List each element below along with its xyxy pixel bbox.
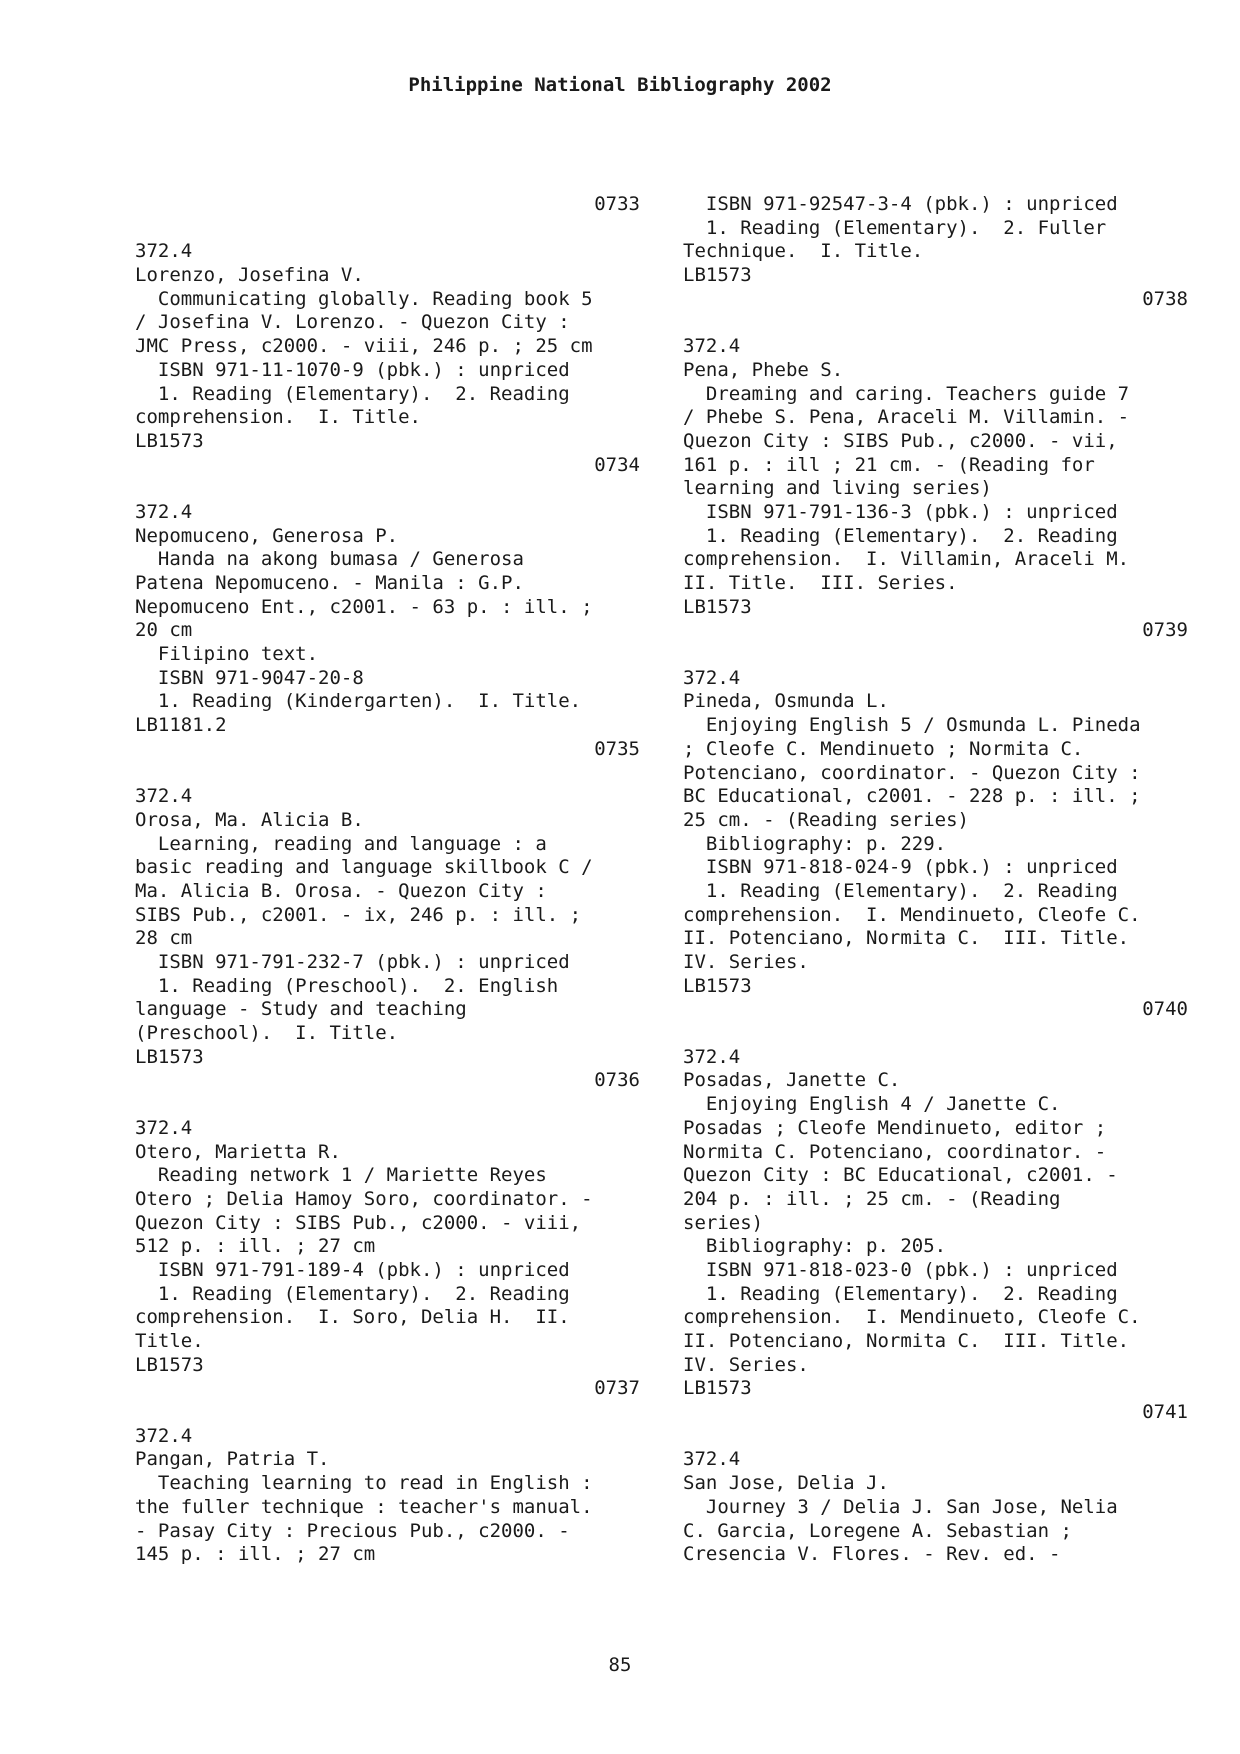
entry-line: 1. Reading (Preschool). 2. English [135,974,559,997]
right-column [683,193,1188,1567]
entry-line: comprehension. I. Mendinueto, Cleofe C. [683,903,1141,926]
entry-line: 145 p. : ill. ; 27 cm [135,1543,376,1566]
blank-line [683,311,1188,335]
entry-line: II. Title. III. Series. [683,572,958,594]
entry-line: ISBN 971-791-189-4 (pbk.) : unpriced [135,1258,570,1281]
entry-line: Posadas, Janette C. [683,1069,901,1092]
entry-number: 0737 [594,1377,640,1400]
entry-number: 0740 [1142,998,1188,1021]
page-number: 85 [608,1654,632,1676]
entry-line: 372.4 [135,1116,193,1139]
entry-line: Potenciano, coordinator. - Quezon City : [683,761,1141,784]
entry-line: Quezon City : BC Educational, c2001. - [683,1164,1118,1187]
entry-line: ISBN 971-818-024-9 (pbk.) : unpriced [683,856,1118,879]
entry-line: ISBN 971-818-023-0 (pbk.) : unpriced [683,1258,1118,1281]
blank-line [683,1425,1188,1449]
entry-line: 1. Reading (Kindergarten). I. Title. [135,690,582,713]
entry-line: 372.4 [135,500,193,523]
entry-line: LB1181.2 [135,714,227,737]
blank-line [135,762,640,786]
entry-line: ISBN 971-791-136-3 (pbk.) : unpriced [683,500,1118,523]
entry-line: 372.4 [135,785,193,808]
entry-line: C. Garcia, Loregene A. Sebastian ; [683,1519,1072,1542]
blank-line [135,1093,640,1117]
entry-line: ; Cleofe C. Mendinueto ; Normita C. [683,737,1084,760]
entry-line: ISBN 971-791-232-7 (pbk.) : unpriced [135,951,570,973]
entry-line: 1. Reading (Elementary). 2. Reading [683,1282,1118,1305]
entry-number: 0734 [594,453,640,476]
entry-line: 204 p. : ill. ; 25 cm. - (Reading [683,1187,1061,1210]
entry-line: LB1573 [683,1377,752,1400]
entry-line: Normita C. Potenciano, coordinator. - [683,1140,1107,1163]
entry-line: LB1573 [683,974,752,997]
page-title: Philippine National Bibliography 2002 [408,74,832,96]
entry-number: 0738 [1142,287,1188,310]
entry-line: ISBN 971-92547-3-4 (pbk.) : unpriced [683,193,1118,215]
entry-line: Patena Nepomuceno. - Manila : G.P. [135,572,524,594]
entry-line: the fuller technique : teacher's manual. [135,1495,593,1518]
entry-line: comprehension. I. Soro, Delia H. II. [135,1306,570,1329]
entry-line: 161 p. : ill ; 21 cm. - (Reading for [683,453,1095,476]
entry-line: Ma. Alicia B. Orosa. - Quezon City : [135,879,547,902]
entry-line: ISBN 971-9047-20-8 [135,666,364,689]
entry-line: Cresencia V. Flores. - Rev. ed. - [683,1543,1061,1566]
entry-line: 372.4 [683,1045,741,1068]
entry-line: II. Potenciano, Normita C. III. Title. [683,1330,1130,1352]
blank-line [683,1022,1188,1046]
entry-line: Pena, Phebe S. [683,358,844,381]
entry-line: Reading network 1 / Mariette Reyes [135,1164,547,1187]
entry-line: - Pasay City : Precious Pub., c2000. - [135,1519,570,1542]
entry-line: 1. Reading (Elementary). 2. Reading [683,524,1118,547]
entry-line: 20 cm [135,619,193,642]
left-column [135,193,640,1567]
entry-line: Quezon City : SIBS Pub., c2000. - viii, [135,1211,582,1234]
entry-line: learning and living series) [683,477,992,500]
entry-line: Bibliography: p. 229. [683,832,947,855]
entry-line: Pangan, Patria T. [135,1448,330,1471]
entry-line: comprehension. I. Title. [135,406,421,429]
entry-line: comprehension. I. Mendinueto, Cleofe C. [683,1306,1141,1329]
entry-line: Handa na akong bumasa / Generosa [135,548,524,571]
entry-line: series) [683,1211,764,1234]
entry-line: Pineda, Osmunda L. [683,690,889,713]
entry-line: LB1573 [135,1045,204,1068]
entry-line: LB1573 [683,595,752,618]
entry-line: 1. Reading (Elementary). 2. Reading [683,879,1118,902]
entry-line: basic reading and language skillbook C / [135,856,593,879]
entry-line: LB1573 [683,264,752,287]
entry-line: Lorenzo, Josefina V. [135,264,364,287]
entry-number: 0741 [1142,1401,1188,1424]
entry-line: II. Potenciano, Normita C. III. Title. [683,927,1130,950]
entry-number: 0733 [594,193,640,215]
entry-line: SIBS Pub., c2001. - ix, 246 p. : ill. ; [135,903,582,926]
entry-line: LB1573 [135,429,204,452]
entry-line: Enjoying English 5 / Osmunda L. Pineda [683,714,1141,737]
entry-line: Orosa, Ma. Alicia B. [135,808,364,831]
entry-line: 372.4 [135,240,193,263]
entry-line: Dreaming and caring. Teachers guide 7 [683,382,1130,405]
entry-line: Technique. I. Title. [683,240,924,263]
entry-line: 372.4 [683,1448,741,1471]
entry-line: 28 cm [135,927,193,950]
entry-line: language - Study and teaching [135,998,467,1021]
entry-line: (Preschool). I. Title. [135,1022,399,1045]
entry-number: 0736 [594,1069,640,1092]
entry-line: / Josefina V. Lorenzo. - Quezon City : [135,311,570,334]
blank-line [135,217,640,241]
entry-number: 0735 [594,737,640,760]
entry-line: Nepomuceno Ent., c2001. - 63 p. : ill. ; [135,595,593,618]
entry-line: San Jose, Delia J. [683,1472,889,1495]
entry-line: ISBN 971-11-1070-9 (pbk.) : unpriced [135,358,570,381]
entry-line: IV. Series. [683,1353,809,1376]
entry-line: Posadas ; Cleofe Mendinueto, editor ; [683,1116,1107,1139]
entry-line: Teaching learning to read in English : [135,1472,593,1495]
entry-line: Bibliography: p. 205. [683,1235,947,1258]
entry-line: 372.4 [135,1424,193,1447]
entry-line: / Phebe S. Pena, Araceli M. Villamin. - [683,406,1130,429]
entry-line: Filipino text. [135,643,319,666]
entry-line: comprehension. I. Villamin, Araceli M. [683,548,1130,571]
entry-line: Title. [135,1330,204,1352]
entry-line: JMC Press, c2000. - viii, 246 p. ; 25 cm [135,335,593,358]
entry-line: IV. Series. [683,951,809,973]
entry-line: Enjoying English 4 / Janette C. [683,1093,1061,1116]
entry-line: 372.4 [683,335,741,358]
entry-line: LB1573 [135,1353,204,1376]
entry-line: Communicating globally. Reading book 5 [135,287,593,310]
entry-line: Otero, Marietta R. [135,1140,341,1163]
entry-line: Nepomuceno, Generosa P. [135,524,399,547]
entry-line: 372.4 [683,666,741,689]
entry-line: 25 cm. - (Reading series) [683,808,969,831]
entry-line: Journey 3 / Delia J. San Jose, Nelia [683,1495,1118,1518]
entry-line: 1. Reading (Elementary). 2. Fuller [683,216,1107,239]
entry-line: Otero ; Delia Hamoy Soro, coordinator. - [135,1187,593,1210]
entry-line: 1. Reading (Elementary). 2. Reading [135,382,570,405]
entry-line: BC Educational, c2001. - 228 p. : ill. ; [683,785,1141,808]
entry-line: 1. Reading (Elementary). 2. Reading [135,1282,570,1305]
blank-line [135,477,640,501]
entry-line: Learning, reading and language : a [135,832,547,855]
entry-line: 512 p. : ill. ; 27 cm [135,1235,376,1258]
entry-line: Quezon City : SIBS Pub., c2000. - vii, [683,429,1118,452]
blank-line [683,643,1188,667]
entry-number: 0739 [1142,619,1188,642]
blank-line [135,1401,640,1425]
